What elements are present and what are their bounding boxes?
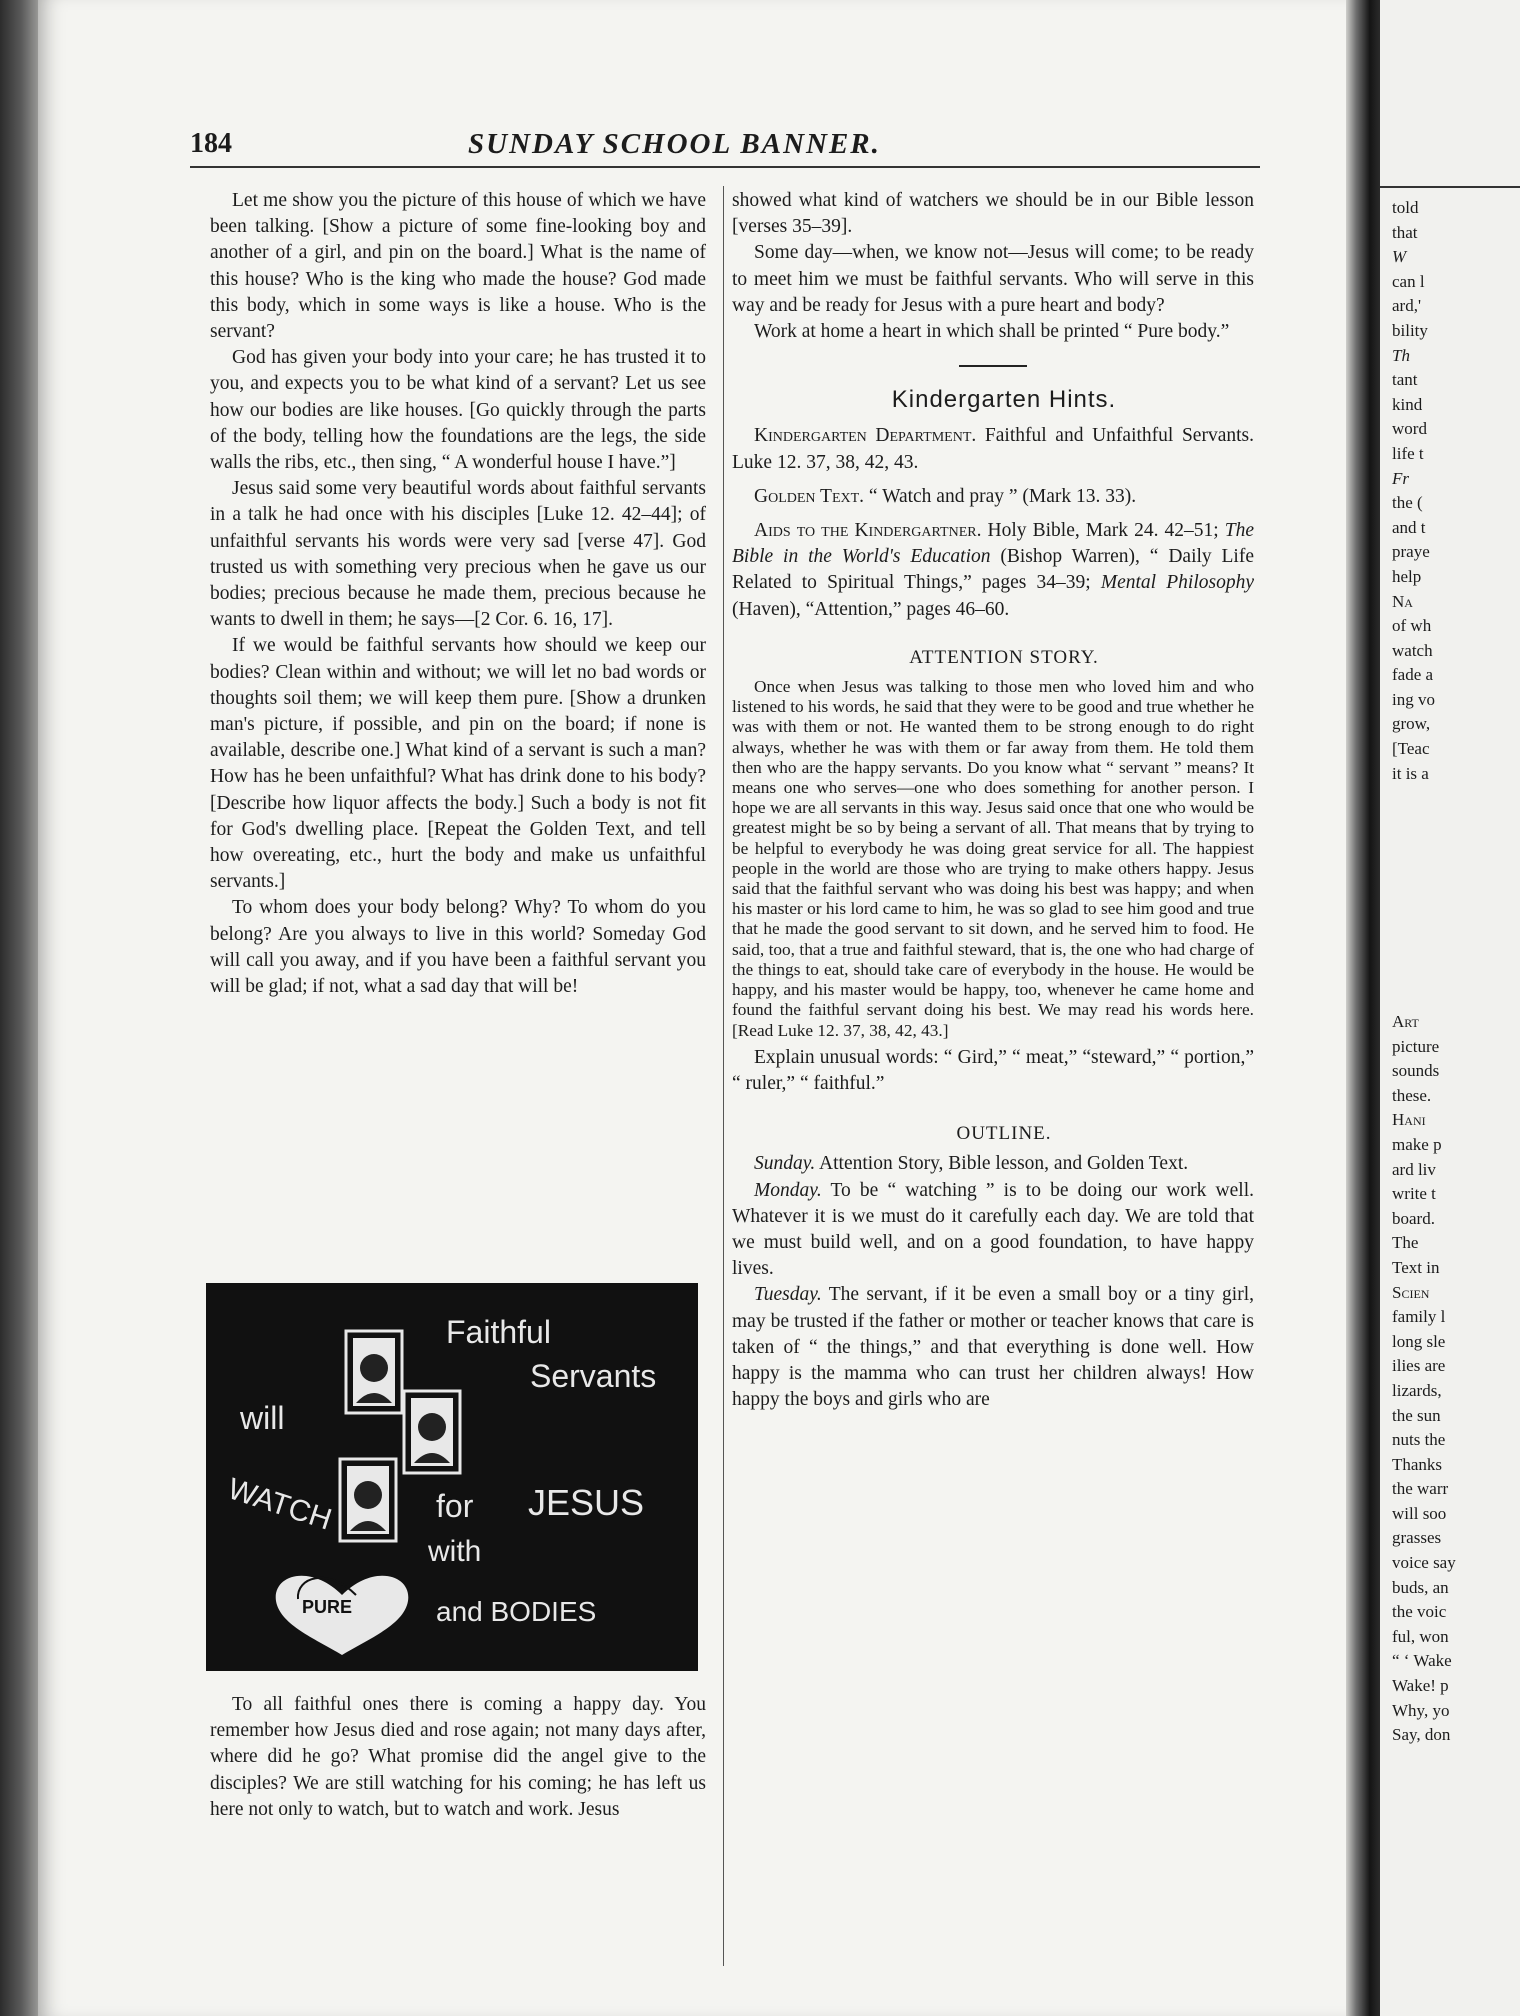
fragment-line: of wh (1392, 616, 1432, 636)
fragment-line: picture (1392, 1036, 1440, 1056)
fragment-line: fade a (1392, 665, 1434, 685)
portrait-child (340, 1459, 396, 1541)
fragment-line: Na (1392, 591, 1413, 611)
fragment-line: write t (1392, 1184, 1436, 1204)
fragment-line: the warr (1392, 1479, 1449, 1499)
fragment-line: life t (1392, 443, 1424, 463)
fragment-line: Thanks (1392, 1454, 1443, 1474)
fragment-line: these. (1392, 1085, 1432, 1105)
banner-word-with: with (428, 1535, 482, 1568)
banner-word-watch: WATCH (223, 1472, 336, 1537)
fragment-line: Scien (1392, 1282, 1430, 1302)
paragraph: To whom does your body belong? Why? To whom do you belong? Are you always to live in this world? Someday God will call you away, and if you have been a faithful servant you will be glad; if not, what a sad day that will be! (210, 897, 706, 998)
fragment-line: can l (1392, 271, 1425, 291)
fragment-line: grasses (1392, 1528, 1442, 1548)
fragment-line: lizards, (1392, 1380, 1442, 1400)
attention-story-text: Once when Jesus was talking to those men who loved him and who listened to his words, he said that they were to be good and true whether he was with them or not. He wanted them to be strong enough to do right always, whether he was with them or far away from them. He told them then who are the happy servants. Do you know what “ servant ” means? It means one who serves—one who does something for another person. I hope we are all servants in this way. Jesus said once that one who would be greatest might be so by being a servant of all. That means that by trying to be helpful to everybody he was doing great service for all. The happiest people in the world are those who are trying to make others happy. Jesus said that the faithful servant who was doing his best was happy; and when his master or his lord came to him, he was so glad to see him good and true that he made the good servant to sit down, and he served him to food. He said, too, that a true and faithful steward, that is, the one who had charge of the things to eat, should take care of everybody in the house. He would be happy, and his master would be happy, too, whenever he came home and found the faithful servant doing his best. We may read his words here. [Read Luke 12. 37, 38, 42, 43.] (732, 677, 1254, 1040)
paragraph: Work at home a heart in which shall be printed “ Pure body.” (754, 321, 1230, 343)
fragment-line: Fr (1392, 468, 1409, 488)
fragment-line: the ( (1392, 493, 1423, 513)
day-text: The servant, if it be even a small boy or a tiny girl, may be trusted if the father or mother or teacher knows that care is taken of “ the things,” and that everything is done well. How happy is the mamma who can trust her children always! How happy the boys and girls who are (732, 1284, 1254, 1411)
fragment-line: nuts the (1392, 1430, 1446, 1450)
fragment-line: the sun (1392, 1405, 1441, 1425)
paragraph: God has given your body into your care; he has trusted it to you, and expects you to be what kind of a servant? Let us see how our bodies are like houses. [Go quickly through the parts of the body, telling how the foundations are the legs, the side walls the ribs, etc., then sing, “ A wonderful house I have.”] (210, 347, 706, 474)
department-label: Kindergarten Department. (754, 425, 977, 447)
fragment-line: ful, won (1392, 1626, 1449, 1646)
department-text: Faithful and Unfaithful Servants. Luke 12. 37, 38, 42, 43. (732, 425, 1254, 473)
page-title: SUNDAY SCHOOL BANNER. (468, 128, 881, 160)
attention-story-heading: ATTENTION STORY. (909, 646, 1099, 668)
fragment-line: voice say (1392, 1553, 1456, 1573)
fragment-line: and t (1392, 517, 1426, 537)
fragment-line: that (1392, 222, 1418, 242)
faithful-servants-illustration (206, 1283, 698, 1671)
fragment-line: will soo (1392, 1503, 1447, 1523)
fragment-line: bility (1392, 320, 1428, 340)
aids-text: (Haven), “Attention,” pages 46–60. (732, 598, 1010, 620)
banner-word-servants: Servants (530, 1358, 657, 1394)
day-label: Sunday. (754, 1153, 816, 1175)
next-page-header-rule (1380, 186, 1520, 188)
aids-label: Aids to the Kindergartner. (754, 520, 982, 542)
fragment-line: Wake! p (1392, 1676, 1449, 1696)
fragment-line: watch (1392, 640, 1433, 660)
fragment-line: Why, yo (1392, 1700, 1450, 1720)
aids-book-title: Mental Philosophy (1100, 572, 1254, 594)
fragment-line: [Teac (1392, 739, 1430, 759)
portrait-boy (346, 1331, 402, 1413)
banner-word-faithful: Faithful (446, 1314, 551, 1350)
fragment-line: The (1392, 1233, 1419, 1253)
fragment-line: praye (1392, 542, 1430, 562)
fragment-line: tant (1392, 370, 1418, 390)
left-column (210, 188, 706, 1000)
day-text: To be “ watching ” is to be doing our work well. Whatever it is we must do it carefully each day. We are told that we must build well, and on a good foundation, to have happy lives. (732, 1179, 1254, 1280)
fragment-line: family l (1392, 1307, 1446, 1327)
golden-text-label: Golden Text. (754, 485, 865, 507)
day-label: Tuesday. (754, 1284, 822, 1306)
aids-book-title: The Bible in the World's Education (732, 520, 1255, 568)
fragment-line: Art (1392, 1012, 1419, 1031)
fragment-line: told (1392, 198, 1419, 217)
banner-word-pure: PURE (302, 1597, 353, 1617)
column-divider (723, 186, 724, 1966)
fragment-line: “ ‘ Wake (1392, 1651, 1452, 1671)
paragraph: To all faithful ones there is coming a happy day. You remember how Jesus died and rose again; not many days after, where did he go? What promise did the angel give to the disciples? We are still watching for his coming; he has left us here not only to watch, but to watch and work. Jesus (210, 1694, 706, 1820)
fragment-line: long sle (1392, 1331, 1446, 1351)
fragment-line: grow, (1392, 714, 1431, 734)
fragment-line: Text in (1392, 1257, 1440, 1277)
day-text: Attention Story, Bible lesson, and Golden Text. (819, 1153, 1189, 1175)
explain-text: Explain unusual words: “ Gird,” “ meat,” “steward,” “ portion,” “ ruler,” “ faithful.” (732, 1046, 1254, 1094)
page-number: 184 (190, 128, 232, 159)
day-label: Monday. (754, 1179, 822, 1201)
fragment-line: board. (1392, 1208, 1435, 1228)
outline-heading: OUTLINE. (956, 1123, 1052, 1145)
fragment-line: Say, don (1392, 1725, 1451, 1745)
fragment-line: ing vo (1392, 689, 1435, 709)
paragraph: showed what kind of watchers we should be in our Bible lesson [verses 35–39]. (732, 190, 1254, 238)
aids-text: (Bishop Warren), “ Daily Life Related to Spiritual Things,” pages 34–39; (732, 546, 1255, 594)
fragment-line: it is a (1392, 763, 1429, 783)
section-heading: Kindergarten Hints. (891, 386, 1117, 414)
banner-word-and-bodies: and BODIES (436, 1596, 597, 1627)
fragment-line: the voic (1392, 1602, 1447, 1622)
right-column (732, 188, 1254, 1413)
golden-text: “ Watch and pray ” (Mark 13. 33). (868, 485, 1137, 507)
fragment-line: ilies are (1392, 1356, 1446, 1376)
fragment-line: make p (1392, 1134, 1442, 1154)
paragraph: Let me show you the picture of this house of which we have been talking. [Show a picture of some fine-looking boy and another of a girl, and pin on the board.] What is the name of this house? Who is the king who made the house? God made this body, which in some ways is like a house. Who is the servant? (210, 190, 706, 343)
paragraph: If we would be faithful servants how should we keep our bodies? Clean within and without; we will let no bad words or thoughts soil them; we will keep them pure. [Show a drunken man's picture, if possible, and pin on the board; if none is available, describe one.] What kind of a servant is such a man? How has he been unfaithful? What has drink done to his body? [Describe how liquor affects the body.] Such a body is not fit for God's dwelling place. [Repeat the Golden Text, and tell how overeating, etc., hurt the body and make us unfaithful servants.] (210, 635, 706, 893)
fragment-line: Th (1392, 345, 1410, 365)
fragment-line: help (1392, 566, 1422, 586)
next-page-column-top (1392, 196, 1435, 786)
banner-word-jesus: JESUS (528, 1482, 645, 1523)
portrait-girl (404, 1391, 460, 1473)
paragraph: Some day—when, we know not—Jesus will come; to be ready to meet him we must be faithful servants. Who will serve in this way and be ready for Jesus with a pure heart and body? (732, 242, 1254, 316)
fragment-line: Hani (1392, 1110, 1426, 1130)
fragment-line: kind (1392, 394, 1423, 414)
fragment-line: W (1392, 247, 1407, 267)
book-spine (1346, 0, 1380, 2016)
fragment-line: word (1392, 419, 1427, 439)
paragraph: Jesus said some very beautiful words about faithful servants in a talk he had once with his disciples [Luke 12. 42–44]; of unfaithful servants his words were very sad [verse 47]. God trusted us with something very precious when he gave us our bodies; precious because he made them, precious because he wants to dwell in them; he says—[2 Cor. 6. 16, 17]. (210, 478, 706, 631)
banner-word-will: will (240, 1400, 285, 1436)
fragment-line: sounds (1392, 1061, 1440, 1081)
fragment-line: buds, an (1392, 1577, 1449, 1597)
aids-text: Holy Bible, Mark 24. 42–51; (987, 520, 1219, 542)
left-column-continued (210, 1692, 706, 1823)
fragment-line: ard,' (1392, 296, 1422, 316)
header-rule (190, 166, 1260, 168)
next-page-column-bottom (1392, 1010, 1456, 1748)
fragment-line: ard liv (1392, 1159, 1436, 1179)
banner-word-for: for (436, 1488, 474, 1524)
